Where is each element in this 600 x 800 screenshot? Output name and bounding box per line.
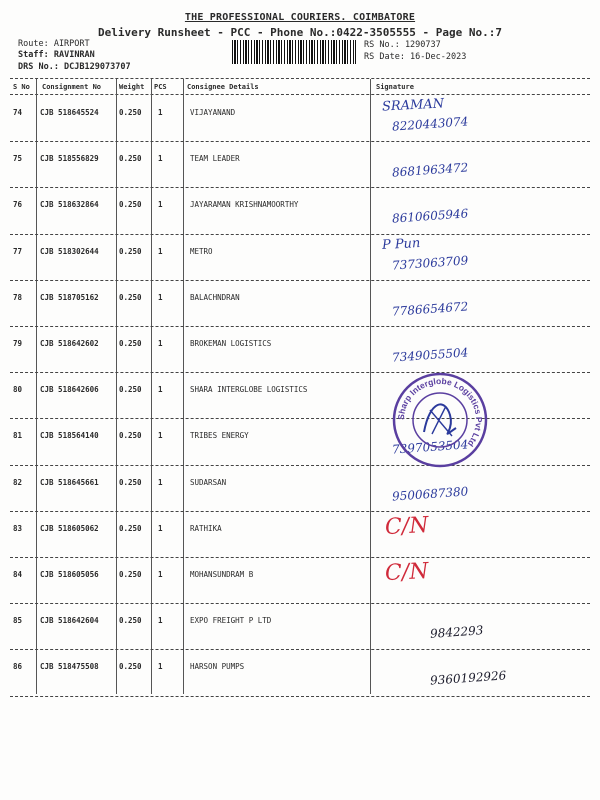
row-consignment-no: CJB 518564140 — [40, 431, 99, 441]
row-consignment-no: CJB 518642604 — [40, 616, 99, 626]
row-weight: 0.250 — [119, 339, 142, 348]
row-sno: 81 — [13, 431, 23, 441]
col-separator — [36, 79, 37, 694]
row-weight: 0.250 — [119, 292, 142, 302]
row-consignment-no: CJB 518642606 — [40, 385, 99, 395]
col-header-sno: S No — [13, 83, 30, 91]
row-consignee: TRIBES ENERGY — [190, 431, 249, 441]
row-consignee: BALACHNDRAN — [190, 292, 240, 302]
header-top-rule — [10, 78, 590, 79]
row-consignee: SHARA INTERGLOBE LOGISTICS — [190, 385, 308, 395]
row-weight: 0.250 — [119, 154, 142, 164]
row-signature-phone: 7786654672 — [391, 299, 469, 319]
company-title: THE PROFESSIONAL COURIERS. COIMBATORE — [184, 12, 416, 23]
row-pcs: 1 — [158, 292, 163, 302]
col-separator — [183, 79, 184, 694]
row-weight: 0.250 — [119, 570, 142, 579]
barcode-image — [232, 40, 356, 64]
row-signature: SRAMAN — [381, 96, 445, 115]
rs-number: RS No.: 1290737 — [364, 40, 441, 50]
row-pcs: 1 — [158, 523, 163, 533]
row-pcs: 1 — [158, 200, 163, 210]
row-separator — [10, 141, 590, 142]
row-consignment-no: CJB 518475508 — [40, 662, 99, 672]
drs-number: DRS No.: DCJB129073707 — [18, 62, 131, 72]
row-separator — [10, 603, 590, 604]
row-pcs: 1 — [158, 570, 163, 579]
header-bottom-rule — [10, 94, 590, 95]
row-signature-phone: 7349055504 — [391, 345, 469, 365]
row-separator — [10, 326, 590, 327]
row-separator — [10, 234, 590, 235]
row-signature-phone: 9500687380 — [391, 483, 469, 504]
col-header-weight: Weight — [119, 83, 145, 91]
row-signature: C/N — [384, 512, 430, 540]
row-pcs: 1 — [158, 385, 163, 395]
row-separator — [10, 696, 590, 697]
row-sno: 77 — [13, 246, 23, 256]
row-consignment-no: CJB 518605062 — [40, 523, 99, 533]
row-separator — [10, 418, 590, 419]
col-header-signature: Signature — [376, 83, 414, 91]
row-signature-phone: 7397053504 — [391, 437, 469, 458]
row-signature: C/N — [384, 558, 430, 587]
staff-label: Staff: — [18, 50, 49, 60]
staff-line — [18, 50, 95, 60]
row-sno: 75 — [13, 154, 23, 164]
row-consignee: HARSON PUMPS — [190, 662, 245, 672]
row-signature-phone: 8610605946 — [391, 206, 469, 227]
row-pcs: 1 — [158, 154, 163, 164]
row-sno: 76 — [13, 200, 23, 210]
row-consignee: EXPO FREIGHT P LTD — [190, 616, 272, 626]
row-sno: 84 — [13, 570, 23, 579]
row-consignee: JAYARAMAN KRISHNAMOORTHY — [190, 200, 299, 210]
row-separator — [10, 557, 590, 558]
row-pcs: 1 — [158, 616, 163, 626]
row-consignment-no: CJB 518632864 — [40, 200, 99, 210]
row-consignment-no: CJB 518556829 — [40, 154, 99, 164]
row-weight: 0.250 — [119, 385, 142, 395]
row-sno: 78 — [13, 292, 23, 302]
row-weight: 0.250 — [119, 616, 142, 626]
row-consignment-no: CJB 518645524 — [40, 108, 99, 117]
row-pcs: 1 — [158, 246, 163, 256]
row-weight: 0.250 — [119, 477, 142, 487]
row-weight: 0.250 — [119, 662, 142, 672]
row-sno: 82 — [13, 477, 23, 487]
row-weight: 0.250 — [119, 200, 142, 210]
row-consignee: METRO — [190, 246, 213, 256]
col-separator — [116, 79, 117, 694]
row-signature-phone: 8681963472 — [391, 160, 469, 180]
row-weight: 0.250 — [119, 431, 142, 441]
row-consignment-no: CJB 518605056 — [40, 570, 99, 579]
row-consignee: MOHANSUNDRAM B — [190, 570, 254, 579]
row-signature: P Pun — [381, 235, 421, 253]
row-signature-phone: 9360192926 — [429, 668, 507, 689]
rs-date: RS Date: 16-Dec-2023 — [364, 52, 467, 62]
row-weight: 0.250 — [119, 246, 142, 256]
company-stamp — [390, 370, 490, 470]
row-consignment-no: CJB 518705162 — [40, 292, 99, 302]
row-pcs: 1 — [158, 477, 163, 487]
col-header-consignee: Consignee Details — [187, 83, 259, 91]
row-pcs: 1 — [158, 431, 163, 441]
row-separator — [10, 372, 590, 373]
row-signature-phone: 7373063709 — [391, 252, 469, 273]
row-sno: 83 — [13, 523, 23, 533]
row-weight: 0.250 — [119, 108, 142, 117]
row-separator — [10, 465, 590, 466]
row-sno: 86 — [13, 662, 23, 672]
col-separator — [151, 79, 152, 694]
row-consignment-no: CJB 518302644 — [40, 246, 99, 256]
route-label: Route: AIRPORT — [18, 39, 90, 49]
row-sno: 79 — [13, 339, 23, 348]
row-consignment-no: CJB 518642602 — [40, 339, 99, 348]
col-header-consignment: Consignment No — [42, 83, 102, 91]
row-pcs: 1 — [158, 108, 163, 117]
row-sno: 85 — [13, 616, 23, 626]
row-signature-phone: 9842293 — [429, 623, 484, 642]
row-consignee: VIJAYANAND — [190, 108, 236, 117]
col-separator — [370, 79, 371, 694]
row-pcs: 1 — [158, 662, 163, 672]
row-signature-phone: 8220443074 — [391, 114, 469, 134]
row-sno: 74 — [13, 108, 23, 117]
row-weight: 0.250 — [119, 523, 142, 533]
row-separator — [10, 649, 590, 650]
row-separator — [10, 511, 590, 512]
row-pcs: 1 — [158, 339, 163, 348]
col-header-pcs: PCS — [154, 83, 167, 91]
runsheet-subtitle: Delivery Runsheet - PCC - Phone No.:0422-3505555 - Page No.:7 — [98, 26, 502, 39]
row-separator — [10, 187, 590, 188]
row-consignment-no: CJB 518645661 — [40, 477, 99, 487]
row-consignee: BROKEMAN LOGISTICS — [190, 339, 272, 348]
stamp-text: Sharp Interglobe Logistics Pvt Ltd — [395, 375, 485, 449]
row-consignee: TEAM LEADER — [190, 154, 240, 164]
row-separator — [10, 280, 590, 281]
row-sno: 80 — [13, 385, 23, 395]
row-consignee: RATHIKA — [190, 523, 222, 533]
staff-name: RAVINRAN — [53, 50, 95, 60]
row-consignee: SUDARSAN — [190, 477, 227, 487]
